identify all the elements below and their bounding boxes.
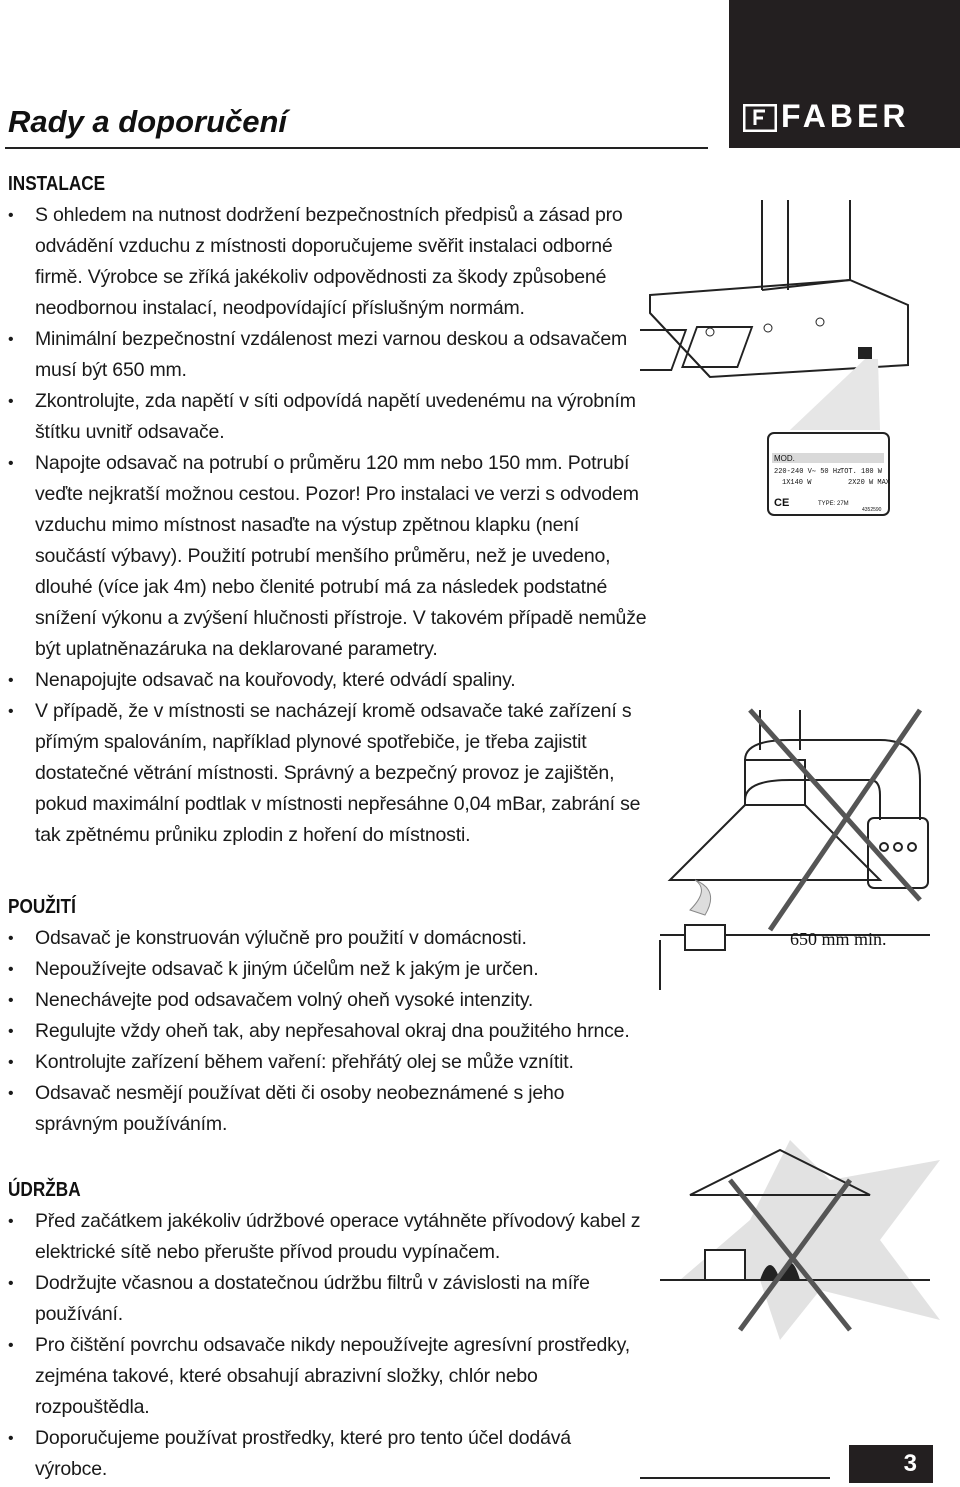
plate-ce: CE <box>774 497 790 509</box>
list-item: • S ohledem na nutnost dodržení bezpečnostních předpisů a zásad pro odvádění vzduchu z místnosti doporučujeme svěřit instalaci odborné firmě. Výrobce se zříká jakékoliv odpovědnosti za škody způsobené neodbornou instalací, neodpovídající příslušným normám. <box>8 200 648 324</box>
list-item: • Nepoužívejte odsavač k jiným účelům než k jakým je určen. <box>8 954 648 985</box>
no-flue-connection-figure <box>650 700 940 1000</box>
list-item: • Minimální bezpečnostní vzdálenost mezi varnou deskou a odsavačem musí být 650 mm. <box>8 324 648 386</box>
list-item: • Dodržujte včasnou a dostatečnou údržbu filtrů v závislosti na míře používání. <box>8 1268 648 1330</box>
list-item: • V případě, že v místnosti se nacházejí kromě odsavače také zařízení s přímým spalováním, například plynové spotřebiče, je třeba zajistit dostatečné větrání místnosti. Správný a bezpečný provoz je zajištěn, pokud maximální podtlak v místnosti nepřesáhne 0,04 mBar, zabrání se tak zpětnému průniku zplodin z hoření do místnosti. <box>8 696 648 851</box>
title-divider <box>5 147 708 149</box>
list-item: • Před začátkem jakékoliv údržbové operace vytáhněte přívodový kabel z elektrické sítě nebo přerušte přívod proudu vypínačem. <box>8 1206 648 1268</box>
plate-tot: TOT. 180 W <box>840 468 883 476</box>
plate-motor: 1X140 W <box>782 479 812 487</box>
brand-logo <box>729 0 960 148</box>
no-open-flame-figure <box>650 1140 940 1340</box>
hood-rating-plate-figure <box>640 195 920 535</box>
section-pouziti <box>8 896 648 1140</box>
plate-lamps: 2X20 W MAX <box>848 479 891 487</box>
bullet-list <box>8 1206 648 1485</box>
section-heading: INSTALACE <box>8 173 106 195</box>
distance-label: 650 mm min. <box>790 929 887 949</box>
list-item: • Napojte odsavač na potrubí o průměru 120 mm nebo 150 mm. Potrubí veďte nejkratší možnou cestou. Pozor! Pro instalaci ve verzi s odvodem vzduchu mimo místnost nasaďte na výstup zpětnou klapku (není součástí výbavy). Použití potrubí menšího průměru, než je uvedeno, dlouhé (více jak 4m) nebo členité potrubí má za následek podstatné snížení výkonu a zvýšení hlučnosti přístroje. V takovém případě nemůže být uplatněnazáruka na deklarované parametry. <box>8 448 648 665</box>
faber-logo-icon <box>743 104 777 132</box>
page-title: Rady a doporučení <box>8 104 288 139</box>
bullet-list <box>8 200 648 851</box>
list-item: • Regulujte vždy oheň tak, aby nepřesahoval okraj dna použitého hrnce. <box>8 1016 648 1047</box>
brand-name: FABER <box>781 98 910 134</box>
bullet-list <box>8 923 648 1140</box>
list-item: • Pro čištění povrchu odsavače nikdy nepoužívejte agresívní prostředky, zejména takové, které obsahují abrazivní složky, chlór nebo rozpouštědla. <box>8 1330 648 1423</box>
list-item: • Nenechávejte pod odsavačem volný oheň vysoké intenzity. <box>8 985 648 1016</box>
list-item: • Doporučujeme používat prostředky, které pro tento účel dodává výrobce. <box>8 1423 648 1485</box>
section-udrzba <box>8 1179 648 1485</box>
list-item: • Zkontrolujte, zda napětí v síti odpovídá napětí uvedenému na výrobním štítku uvnitř odsavače. <box>8 386 648 448</box>
list-item: • Kontrolujte zařízení během vaření: přehřátý olej se může vznítit. <box>8 1047 648 1078</box>
list-item: • Odsavač je konstruován výlučně pro použití v domácnosti. <box>8 923 648 954</box>
page-number: 3 <box>849 1445 933 1483</box>
footer-divider <box>640 1477 830 1479</box>
section-instalace <box>8 173 648 851</box>
plate-type: TYPE: 27M <box>818 501 849 507</box>
list-item: • Nenapojujte odsavač na kouřovody, které odvádí spaliny. <box>8 665 648 696</box>
plate-code: 4352590 <box>862 507 882 513</box>
section-heading: ÚDRŽBA <box>8 1179 81 1201</box>
list-item: • Odsavač nesmějí používat děti či osoby neobeznámené s jeho správným používáním. <box>8 1078 648 1140</box>
plate-mod: MOD. <box>774 454 795 463</box>
plate-voltage: 220-240 V∼ 50 Hz <box>774 468 842 476</box>
section-heading: POUŽITÍ <box>8 896 76 918</box>
